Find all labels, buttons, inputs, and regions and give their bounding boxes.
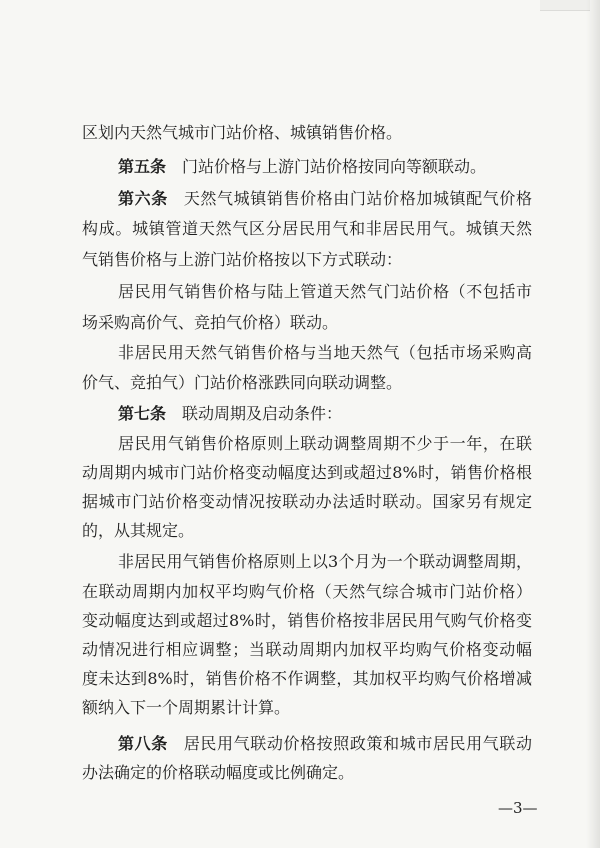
body-text: 居民用气联动价格按照政策和城市居民用气联动 bbox=[183, 734, 532, 753]
body-text-line: 的，从其规定。 bbox=[82, 521, 195, 540]
article-line bbox=[118, 402, 532, 426]
body-text-line: 变动幅度达到或超过8%时，销售价格按非居民用气购气价格变 bbox=[82, 611, 532, 630]
body-text-line: 非居民用天然气销售价格与当地天然气（包括市场采购高 bbox=[118, 343, 532, 362]
article-line bbox=[118, 155, 532, 179]
body-text-line: 额纳入下一个周期累计计算。 bbox=[82, 698, 291, 717]
body-text: 门站价格与上游门站价格按同向等额联动。 bbox=[182, 157, 487, 176]
body-text-line: 气销售价格与上游门站价格按以下方式联动： bbox=[82, 250, 403, 269]
article-line bbox=[118, 187, 532, 211]
article-number: 第八条 bbox=[118, 734, 168, 753]
article-number: 第六条 bbox=[118, 189, 168, 208]
body-text-line: 非居民用气销售价格原则上以3个月为一个联动调整周期， bbox=[118, 552, 532, 571]
body-text-line: 动情况进行相应调整；当联动周期内加权平均购气价格变动幅 bbox=[82, 640, 532, 659]
body-text-line: 在联动周期内加权平均购气价格（天然气综合城市门站价格） bbox=[82, 582, 532, 601]
body-text-line: 度未达到8%时，销售价格不作调整，其加权平均购气价格增减 bbox=[82, 669, 532, 688]
article-number: 第七条 bbox=[118, 404, 167, 423]
scan-edge-shadow bbox=[586, 0, 600, 848]
body-text-line: 动周期内城市门站价格变动幅度达到或超过8%时，销售价格根 bbox=[82, 463, 532, 482]
body-text-line: 居民用气销售价格与陆上管道天然气门站价格（不包括市 bbox=[118, 282, 532, 301]
article-number: 第五条 bbox=[118, 157, 167, 176]
body-text-line: 构成。城镇管道天然气区分居民用气和非居民用气。城镇天然 bbox=[82, 219, 532, 238]
body-text-line: 居民用气销售价格原则上联动调整周期不少于一年，在联 bbox=[118, 434, 532, 453]
body-text-line: 区划内天然气城市门站价格、城镇销售价格。 bbox=[82, 123, 403, 142]
body-text-line: 场采购高价气、竞拍气价格）联动。 bbox=[82, 313, 339, 332]
body-text: 天然气城镇销售价格由门站价格加城镇配气价格 bbox=[183, 189, 532, 208]
body-text-line: 办法确定的价格联动幅度或比例确定。 bbox=[82, 763, 355, 782]
scan-artifact bbox=[540, 0, 590, 11]
article-line bbox=[118, 732, 532, 756]
page-number: —3— bbox=[498, 799, 538, 817]
body-text: 联动周期及启动条件： bbox=[182, 404, 343, 423]
body-text-line: 据城市门站价格变动情况按联动办法适时联动。国家另有规定 bbox=[82, 492, 532, 511]
body-text-line: 价气、竞拍气）门站价格涨跌同向联动调整。 bbox=[82, 373, 403, 392]
